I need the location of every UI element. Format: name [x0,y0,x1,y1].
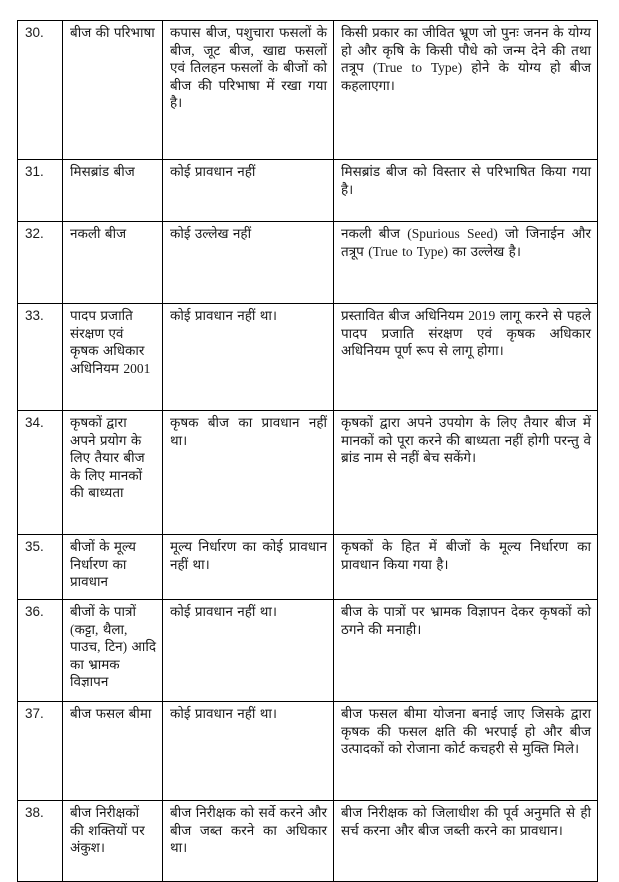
table-row [18,21,598,160]
row-term: नकली बीज [63,222,163,304]
row-number: 32. [18,222,63,304]
row-new-provision: बीज फसल बीमा योजना बनाई जाए जिसके द्वारा कृषक की फसल क्षति की भरपाई हो और बीज उत्पादकों को रोजाना कोर्ट कचहरी से मुक्ति मिले। [334,702,598,801]
row-number: 30. [18,21,63,160]
row-term: बीजों के मूल्य निर्धारण का प्रावधान [63,535,163,600]
table-row [18,411,598,535]
row-new-provision: बीज निरीक्षक को जिलाधीश की पूर्व अनुमति से ही सर्च करना और बीज जब्ती करने का प्रावधान। [334,801,598,882]
table-row [18,600,598,702]
row-term: बीज निरीक्षकों की शक्तियों पर अंकुश। [63,801,163,882]
table-row [18,702,598,801]
table-row [18,535,598,600]
row-term: पादप प्रजाति संरक्षण एवं कृषक अधिकार अधिनियम 2001 [63,304,163,411]
row-new-provision: कृषकों के हित में बीजों के मूल्य निर्धारण का प्रावधान किया गया है। [334,535,598,600]
table-row [18,222,598,304]
row-number: 37. [18,702,63,801]
row-old-provision: कोई उल्लेख नहीं [163,222,334,304]
row-old-provision: कोई प्रावधान नहीं था। [163,304,334,411]
row-term: बीज फसल बीमा [63,702,163,801]
row-old-provision: बीज निरीक्षक को सर्वे करने और बीज जब्त करने का अधिकार था। [163,801,334,882]
row-number: 33. [18,304,63,411]
row-number: 34. [18,411,63,535]
row-number: 31. [18,160,63,222]
row-old-provision: कोई प्रावधान नहीं [163,160,334,222]
row-term: कृषकों द्वारा अपने प्रयोग के लिए तैयार बीज के लिए मानकों की बाध्यता [63,411,163,535]
comparison-table [17,20,598,882]
row-number: 35. [18,535,63,600]
row-new-provision: मिसब्रांड बीज को विस्तार से परिभाषित किया गया है। [334,160,598,222]
row-new-provision: प्रस्तावित बीज अधिनियम 2019 लागू करने से पहले पादप प्रजाति संरक्षण एवं कृषक अधिकार अधिनियम पूर्ण रूप से लागू होगा। [334,304,598,411]
row-old-provision: कपास बीज, पशुचारा फसलों के बीज, जूट बीज, खाद्य फसलों एवं तिलहन फसलों के बीजों को बीज की परिभाषा में रखा गया है। [163,21,334,160]
row-old-provision: कृषक बीज का प्रावधान नहीं था। [163,411,334,535]
row-number: 36. [18,600,63,702]
table-row [18,160,598,222]
row-new-provision: नकली बीज (Spurious Seed) जो जिनाईन और तत्रूप (True to Type) का उल्लेख है। [334,222,598,304]
row-number: 38. [18,801,63,882]
row-old-provision: मूल्य निर्धारण का कोई प्रावधान नहीं था। [163,535,334,600]
row-term: मिसब्रांड बीज [63,160,163,222]
row-new-provision: किसी प्रकार का जीवित भ्रूण जो पुनः जनन के योग्य हो और कृषि के किसी पौधे को जन्म देने की तथा तत्रूप (True to Type) होने के योग्य हो बीज कहलाएगा। [334,21,598,160]
row-old-provision: कोई प्रावधान नहीं था। [163,702,334,801]
row-new-provision: बीज के पात्रों पर भ्रामक विज्ञापन देकर कृषकों को ठगने की मनाही। [334,600,598,702]
row-term: बीजों के पात्रों (कट्टा, थैला, पाउच, टिन) आदि का भ्रामक विज्ञापन [63,600,163,702]
row-term: बीज की परिभाषा [63,21,163,160]
row-new-provision: कृषकों द्वारा अपने उपयोग के लिए तैयार बीज में मानकों को पूरा करने की बाध्यता नहीं होगी परन्तु वे ब्रांड नाम से नहीं बेच सकेंगे। [334,411,598,535]
table-row [18,801,598,882]
row-old-provision: कोई प्रावधान नहीं था। [163,600,334,702]
table-row [18,304,598,411]
